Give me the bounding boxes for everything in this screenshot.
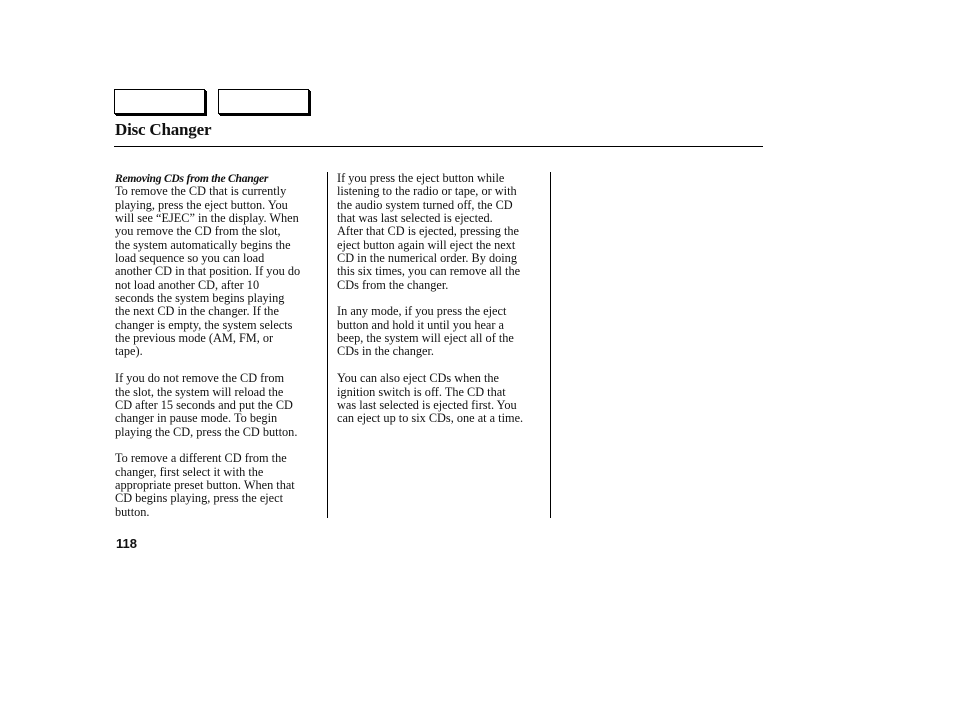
text-line: was last selected is ejected first. You (337, 397, 517, 412)
paragraph (337, 372, 544, 425)
text-line: CDs in the changer. (337, 344, 434, 359)
text-line: In any mode, if you press the eject (337, 304, 507, 319)
page-number: 118 (116, 536, 137, 551)
text-line: CD in the numerical order. By doing (337, 251, 517, 266)
text-line: load sequence so you can load (115, 251, 265, 266)
text-line: changer in pause mode. To begin (115, 411, 278, 426)
subheading-removing-cds: Removing CDs from the Changer (115, 172, 269, 185)
text-line: CD begins playing, press the eject (115, 491, 284, 506)
text-line: playing, press the eject button. You (115, 197, 288, 212)
text-line: appropriate preset button. When that (115, 477, 295, 492)
nav-tab-1[interactable] (114, 89, 205, 114)
text-line: After that CD is ejected, pressing the (337, 224, 520, 239)
text-line: the audio system turned off, the CD (337, 197, 513, 212)
text-line: CDs from the changer. (337, 277, 449, 292)
text-line: If you press the eject button while (337, 171, 505, 185)
paragraph (115, 372, 320, 439)
text-line: that was last selected is ejected. (337, 211, 493, 226)
text-line: You can also eject CDs when the (337, 371, 499, 386)
text-line: changer, first select it with the (115, 464, 264, 479)
text-line: To remove the CD that is currently (115, 184, 287, 199)
nav-tab-2[interactable] (218, 89, 309, 114)
text-line: seconds the system begins playing (115, 291, 285, 306)
paragraph (115, 185, 320, 358)
text-line: ignition switch is off. The CD that (337, 384, 506, 399)
column-divider (327, 172, 328, 518)
text-line: CD after 15 seconds and put the CD (115, 397, 293, 412)
text-line: the slot, the system will reload the (115, 384, 284, 399)
paragraph (115, 452, 320, 519)
page-title: Disc Changer (115, 120, 212, 139)
text-line: button and hold it until you hear a (337, 317, 505, 332)
text-line: playing the CD, press the CD button. (115, 424, 298, 439)
text-line: If you do not remove the CD from (115, 371, 285, 386)
text-line: listening to the radio or tape, or with (337, 184, 517, 199)
text-line: not load another CD, after 10 (115, 277, 260, 292)
text-line: changer is empty, the system selects (115, 317, 293, 332)
title-divider (114, 146, 763, 147)
text-line: can eject up to six CDs, one at a time. (337, 411, 524, 426)
text-line: button. (115, 504, 150, 519)
text-line: the previous mode (AM, FM, or (115, 331, 274, 346)
text-line: beep, the system will eject all of the (337, 331, 514, 346)
text-column-1 (115, 172, 320, 519)
text-line: this six times, you can remove all the (337, 264, 521, 279)
text-line: you remove the CD from the slot, (115, 224, 281, 239)
text-line: To remove a different CD from the (115, 451, 287, 466)
text-line: the next CD in the changer. If the (115, 304, 279, 319)
text-line: eject button again will eject the next (337, 237, 516, 252)
text-line: the system automatically begins the (115, 237, 291, 252)
paragraph (337, 172, 544, 292)
paragraph (337, 305, 544, 358)
text-line: another CD in that position. If you do (115, 264, 301, 279)
text-column-2 (337, 172, 544, 426)
column-divider (550, 172, 551, 518)
text-line: will see “EJEC” in the display. When (115, 211, 299, 226)
text-line: tape). (115, 344, 143, 359)
